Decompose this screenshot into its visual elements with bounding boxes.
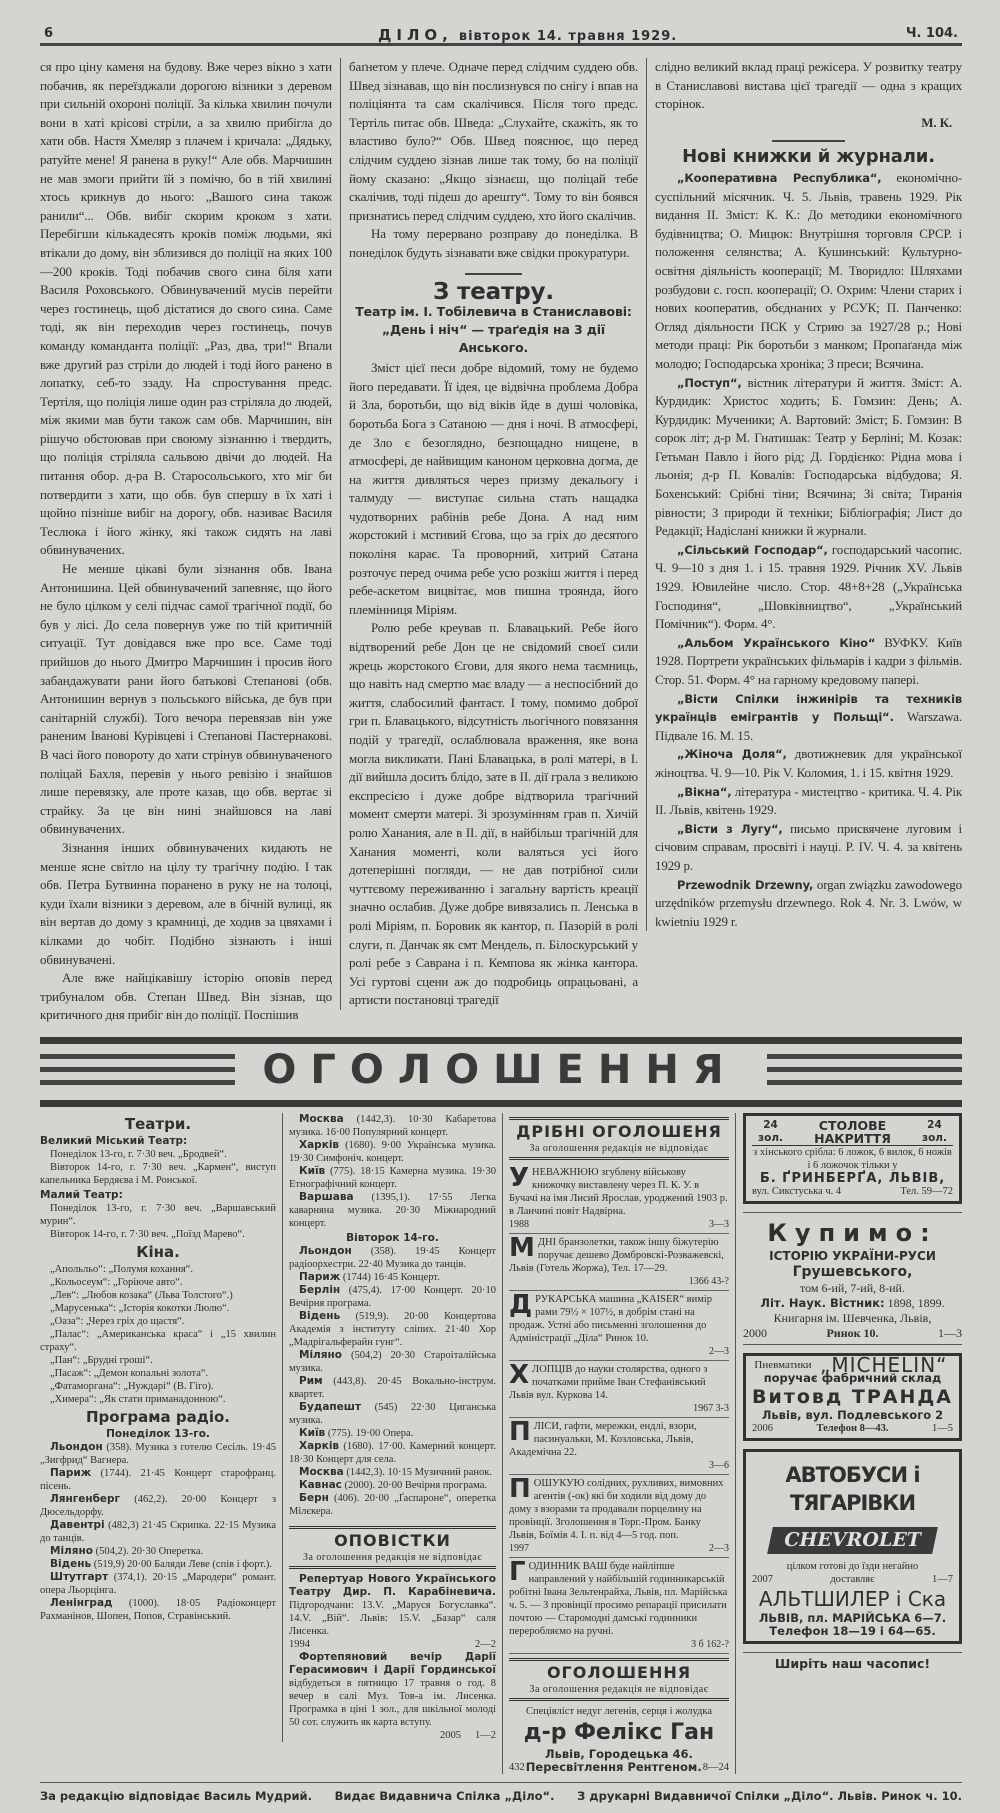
books-list	[655, 169, 962, 931]
radio-station: Відень	[50, 1557, 92, 1570]
classified-count: 1967 3-3	[693, 1402, 729, 1414]
theatres-list	[40, 1135, 276, 1241]
book-description: господарський часопис. Ч. 9—10 з дня 1. і 15. травня 1929. Річник XV. Львів 1929. Ювилейне число. Стор. 48+8+28 („Українська Господиня“, „Шовківництво“, „Український Помічник“). Форм. 4°.	[655, 541, 962, 632]
radio-program: (519,9). 20·00 Концертова Академія з інституту сліпих. 21·40 Хор „Мадрігальферайн гунг“.	[289, 1310, 496, 1348]
radio-list	[289, 1245, 496, 1518]
radio-program: (1442,3). 10·15 Музичний ранок.	[343, 1466, 492, 1478]
books-buy-ad: Купимо: ІСТОРІЮ УКРАЇНИ-РУСИ Грушевського, том 6-ий, 7-ий, 8-ий. Літ. Наук. Вістник: 1898, 1899. Книгарня ім. Шевченка, Львів, 2000 Ринок 10. 1—3	[743, 1212, 962, 1345]
issue-date: вівторок 14. травня 1929.	[458, 29, 678, 44]
announce-header	[509, 1658, 729, 1701]
radio-list	[289, 1113, 496, 1230]
footer-publisher: Видає Видавнича Спілка „Діло“.	[334, 1788, 555, 1803]
listings-column-1	[40, 1113, 282, 1623]
radio-station: Будапешт	[299, 1400, 362, 1413]
book-title: „Сільський Господар“,	[677, 542, 828, 557]
radio-listing	[40, 1558, 276, 1571]
theatre-name: Малий Театр:	[40, 1188, 123, 1201]
notices-disclaimer: За оголошення редакція не відповідає	[302, 1551, 483, 1563]
cinema-listing: „Лев“: „Любов козака“ (Льва Толстого“.)	[50, 1289, 233, 1301]
article-paragraph: На тому перервано розправу до понеділка. В понеділок будуть зізнавати вже свідки прокуратури.	[349, 226, 638, 260]
ads-section	[40, 1113, 962, 1774]
radio-program: (775). 18·15 Камерна музика. 19·30 Етнографічний концерт.	[289, 1165, 496, 1190]
radio-station: Міляно	[50, 1544, 93, 1557]
book-entry	[655, 745, 962, 782]
radio-station: Варшава	[299, 1190, 354, 1203]
book-title: „Вісти Спілки інжинірів та техників українців емігрантів у Польщі“.	[655, 691, 962, 725]
radio-listing	[40, 1441, 276, 1467]
classifieds-column	[502, 1113, 736, 1774]
book-description: ВУФКУ. Київ 1928. Портрети українських фільмарів і кадри з фільмів. Стор. 51. Форм. 4° на гарному кредовому папері.	[655, 634, 963, 687]
classified-initial: М	[509, 1233, 535, 1263]
newspaper-title: ДІЛО,	[378, 26, 453, 44]
radio-station: Ленінград	[50, 1596, 113, 1609]
classified-initial: Г	[509, 1557, 526, 1587]
cinemas-heading: Кіна.	[136, 1242, 180, 1261]
radio-station: Київ	[299, 1426, 326, 1439]
book-entry	[655, 541, 962, 634]
small-ads-list	[509, 1164, 729, 1654]
radio-program: (504,2). 20·30 Оперетка.	[92, 1545, 204, 1557]
classified-initial: Д	[509, 1290, 533, 1320]
radio-program: (443,8). 20·45 Вокально-інструм. квартет.	[289, 1375, 496, 1400]
classified-text: ЛОПЦІВ до науки столярства, одного з початками прийме Іван Стефанівський Львів вул. Куркова 14.	[509, 1363, 708, 1401]
notice-item: Репертуар Нового Українського Театру Дир. П. Карабіневича. Підгородчани: 13.V. „Маруся Богуславка“. 14.V. „Вій“. Львів: 15.V. „Базар“ саля Лисенка.	[289, 1572, 496, 1637]
doctor-address: Львів, Городецька 46.	[545, 1746, 693, 1761]
issue-number: Ч. 104.	[905, 26, 958, 41]
classified-code	[509, 1542, 729, 1555]
book-title: „Вісти з Лугу“,	[677, 821, 783, 836]
chevrolet-logo: CHEVROLET	[767, 1527, 937, 1554]
classified-initial: П	[509, 1417, 531, 1447]
classified-text: ОШУКУЮ солідних, рухливих, вимовних агентів (-ок) які би ходили від дому до дому з взорами та продавали порцелину на провінції. Зголошення в Торг.-Пром. Банку Львів, Боїмів 4. I. п. від 4—5 год. поп.	[509, 1477, 724, 1541]
radio-station: Харків	[299, 1138, 340, 1151]
classified-initial: Х	[509, 1360, 530, 1390]
theatre-performance: Понеділок 13-го, г. 7·30 веч. „Варшавський мурин“.	[40, 1202, 276, 1227]
radio-station: Давентрі	[50, 1518, 105, 1531]
book-title: „Кооперативна Республика“,	[677, 170, 882, 185]
classified-text: ОДИННИК ВАШ буде найліпше направлений у найбільшій годинникарській робітні Івана Зельтенрайха, Львів, пл. Марійська ч. 5. — З провінції просимо репарації присилати почтою — Старомодні дамські годинники переробляємо на ручні.	[509, 1560, 728, 1637]
radio-program: (2000). 20·00 Вечірня програма.	[341, 1479, 487, 1491]
review-ending: слідно великий вклад праці режісера. У розвитку театру в Станиславові вистава цієї трагедії — одна з кращих сторінок.	[655, 59, 962, 112]
ads-banner	[40, 1037, 962, 1107]
radio-program: (519,9) 20·00 Баляди Леве (спів і форт.).	[91, 1558, 272, 1570]
radio-day: Вівторок 14-го.	[346, 1231, 439, 1244]
classified-ad	[509, 1558, 729, 1654]
article-paragraph: Але вже найцікавішу історію оповів перед трибуналом обв. Степан Швед. Він зізнав, що критичного дня прибіг він до поліції. Поспішив	[40, 970, 332, 1023]
classified-count: 2—3	[709, 1345, 729, 1357]
cinema-listing: „Химера“: „Як стати приманадонною“.	[50, 1393, 226, 1405]
doctor-specialty: Спеціяліст недуг легенів, серця і жолудка	[525, 1705, 712, 1717]
footer-printer: З друкарні Видавничої Спілки „Діло“. Львів. Ринок ч. 10.	[577, 1788, 962, 1803]
classified-ad	[509, 1361, 729, 1418]
book-description: письмо присвячене луговим і січовим справам, просвіті і науці. Р. IV. Ч. 4. за квітень 1929 р.	[655, 820, 962, 873]
radio-station: Штутгарт	[50, 1570, 109, 1583]
masthead	[378, 26, 677, 44]
classified-ad	[509, 1475, 729, 1558]
radio-station: Льондон	[299, 1244, 352, 1257]
radio-heading: Програма радіо.	[85, 1407, 231, 1426]
article-paragraph: Зізнання інших обвинувачених кидають не менше ясне світло на цілу ту трагічну подію. І так обв. Петра Бутвинна поранено в руку не на толоці, куди їхали візники з деревом, але в бічній вулиці, як він вертав до дому з крамниці, де ходив за цвяхами і кілками до чобіт. Подібно зізнають і інші обвинувачені.	[40, 839, 332, 967]
book-entry	[655, 876, 962, 932]
classified-number: 1988	[509, 1218, 529, 1230]
radio-program: (374,1). 20·15 „Мародери“ романт. опера Льорцінга.	[40, 1571, 276, 1596]
cutlery-ad: 24 зол. СТОЛОВЕ НАКРИТТЯ 24 зол. з хінського срібла: 6 ложок, 6 вилок, 6 ножів і 6 ложочок тільки у Б. ҐРИНБЕРҐА, ЛЬВІВ, вул. Сикстуська ч. 4 Тел. 59—72	[743, 1113, 962, 1204]
radio-station: Харків	[299, 1439, 340, 1452]
radio-listing	[40, 1597, 276, 1623]
book-title: Przewodnik Drzewny,	[677, 877, 814, 892]
notice-code: 1994 2—2	[289, 1638, 496, 1650]
radio-station: Берлін	[299, 1283, 341, 1296]
radio-program: (1680). 17·00. Камерний концерт. 18·30 Концерт для села.	[289, 1440, 496, 1465]
cinema-listing: „Апольльо“: „Полумя кохання“.	[50, 1263, 193, 1275]
radio-program: (1744) 16·45 Концерт.	[340, 1271, 440, 1283]
radio-listing	[289, 1401, 496, 1427]
review-signature: М. К.	[921, 114, 952, 130]
radio-listing	[289, 1440, 496, 1466]
book-description: двотижневик для української жіноцтва. Ч. 9—10. Рік V. Коломия, 1. і 15. квітня 1929.	[655, 746, 962, 780]
theatre-name: Великий Міський Театр:	[40, 1134, 188, 1147]
article-paragraph: ся про ціну каменя на будову. Вже через вікно з хати побачив, як переїзджали дорогою візники з деревом при сильній охороні поліції. За кілька хвилин почули вони в хаті крісові стріли, а за хвилю прибігла до хати обв. Настя Хмеляр з плачем і кричала: „Дядьку, ратуйте мене! Я ранена в руку!“ Але обв. Марчишин не мав змоги прийти їй з помічю, бо в тій хвилині хтось крикнув до нього: „Вашого сина також ранили“... Обв. вибіг скорим кроком з хати. Перебігши кількадесять кроків поміж людьми, які втікали до дому, він зблизився до поліції на яких 100—200 кроків. Тоді побачив свого сина біля хати Василя Роховського. Обвинувачений мусів перейти через гостинець, щоб дістатися до свого сина. Саме тоді, як він переходив через гостинець, почув команду команданта поліції: „Раз, два, три!“ Впали вже другий раз стріли до людей і тоді його ранено в лопатку, себ-то ззаду. На спростування предс. Тертіля, що поліція лише один раз стріляла до людей, між якими мав бути також сам обв. Марчишин, він рішучо обстоював при своюму зізнанню і твердить, що поліція стріляла сальвою двічи до людей. На питання обор. д-ра В. Старосольського, хто міг би потвердити з хати, що обв. був спершу в їх хаті і щойно пізніше вибіг на дорогу, обв. називає Василя Теслюка і його жінку, які також сидять на лаві обвинувачених.	[40, 59, 332, 558]
radio-program: (1680). 9·00 Українська музика. 19·30 Симфоніч. концерт.	[289, 1139, 496, 1164]
classified-count: 2—3	[709, 1542, 729, 1554]
radio-listing	[289, 1284, 496, 1310]
radio-listing	[40, 1571, 276, 1597]
classified-code	[509, 1345, 729, 1358]
radio-station: Париж	[299, 1270, 341, 1283]
radio-listing	[289, 1191, 496, 1230]
announce-disclaimer: За оголошення редакція не відповідає	[529, 1683, 709, 1695]
radio-listing	[289, 1479, 496, 1492]
notices-header	[289, 1526, 496, 1569]
page-footer	[40, 1782, 962, 1803]
radio-day: Понеділок 13-го.	[106, 1427, 210, 1440]
michelin-ad: Пневматики „MICHELIN“ поручає фабричний склад Витовд ТРАНДА Львів, вул. Подлевського 2 2006 Телефон 8—43. 1—5	[743, 1353, 962, 1441]
classified-text: ЛІСИ, гафти, мережки, ендлі, взори, пасинуальки, М. Козловська, Львів, Академічна 22.	[509, 1420, 697, 1458]
book-entry	[655, 169, 962, 374]
cinema-listing: „Оаза“: „Через гріх до щастя“.	[50, 1315, 185, 1327]
classified-code	[509, 1275, 729, 1288]
cinema-listing: „Марусенька“: „Історія кокотки Люлю“.	[50, 1302, 230, 1314]
classified-initial: У	[509, 1163, 530, 1193]
cinema-listing: „Фатаморгана“: „Нуждарі“ (В. Гіго).	[50, 1380, 214, 1392]
classified-code	[509, 1402, 729, 1415]
radio-listing	[40, 1493, 276, 1519]
radio-program: (504,2) 20·30 Староіталійська музика.	[289, 1349, 496, 1374]
radio-station: Париж	[50, 1466, 92, 1479]
radio-listing	[289, 1165, 496, 1191]
radio-program: (358). Музика з готелю Сесіль. 19·45 „Зигфрид“ Вагнера.	[40, 1441, 276, 1466]
article-column-1	[40, 58, 340, 1025]
radio-station: Кавнас	[299, 1478, 342, 1491]
banner-lines	[40, 1054, 235, 1093]
article-paragraph: Не менше цікаві були зізнання обв. Івана Антонишина. Цей обвинувачений запевняє, що його не було цілком у селі підчас самої трагічної події, бо був у лісі. До села повернув уже по тій критичній ситуації. Тут довідався вже про все. Саме тоді прийшов до нього Дмитро Марчишин і просив його забандажувати рани його батькові Степанові (обв. Антонишин вернув з польського війська, де був при санітарній службі). Того вечора перевязав він уже раненим Іванові Курівцеві і Степанові Пастернакові. В часі його повороту до хати стрінув обвинуваченого поліцай Бахля, перевів у нього ревізію і знайшов лише перевязку, але проте казав, що обв. вертає зі страйку. За це він нині знайшовся на лаві обвинувачених.	[40, 561, 332, 837]
classified-initial: П	[509, 1474, 531, 1504]
article-column-2	[340, 58, 646, 1010]
theatre-performance: Понеділок 13-го, г. 7·30 веч. „Бродвей“.	[50, 1148, 227, 1160]
radio-listing	[289, 1139, 496, 1165]
book-description: Warszawa. Підвале 16. М. 15.	[655, 709, 962, 743]
radio-program: (462,2). 20·00 Концерт з Дюсельдорфу.	[40, 1493, 276, 1518]
radio-station: Москва	[299, 1112, 344, 1125]
radio-program: (406). 20·00 „Ґаспароне“, оперетка Мілєкера.	[289, 1492, 496, 1517]
radio-station: Лянгенберг	[50, 1492, 121, 1505]
classified-code	[509, 1218, 729, 1231]
radio-listing	[289, 1492, 496, 1518]
radio-program: (545) 22·30 Циганська музика.	[289, 1401, 496, 1426]
cinema-listing: „Кольосеум“: „Горіюче авто“.	[50, 1276, 183, 1288]
radio-station: Льондон	[50, 1440, 103, 1453]
banner-lines	[767, 1054, 962, 1093]
classified-count: 3—3	[709, 1218, 729, 1230]
book-entry	[655, 374, 962, 541]
doctor-name: д-р Фелікс Ган	[523, 1719, 715, 1745]
doctor-footer: 432 Пересвітлення Рентгеном. 8—24	[509, 1759, 729, 1774]
radio-program: (482,3) 21·45 Скрипка. 22·15 Музика до танців.	[40, 1519, 276, 1544]
footer-editor: За редакцію відповідає Василь Мудрий.	[40, 1788, 312, 1803]
books-heading: Нові книжки й журнали.	[655, 148, 962, 167]
display-ads-column	[736, 1113, 962, 1670]
classified-count: 3 б 162-?	[691, 1638, 729, 1650]
radio-list	[40, 1441, 276, 1623]
book-description: вістник літератури й життя. Зміст: А. Курдидик: Христос ходить; Б. Гомзин: День; А. Курдидик: Мученики; А. Вартовий: Зміст; Б. Гомзин: В сорок літ; д-р М. Гнатишак: Театр у Берліні; М. Козак: Гетьман Павло і його рід; Д. Гордієнко: Рідна мова і льонія; д-р П. Ковалів: Господарська відбудова; Я. Бохенський: Срібні тіни; Всячина; Зі світа; Тиранія рівности; З природи й техніки; Бібліографія; Лист до Редакції; Надіслані книжки й журнали.	[655, 374, 962, 539]
radio-program: (475,4). 17·00 Концерт. 20·10 Вечірня програма.	[289, 1284, 496, 1309]
page-header	[40, 26, 962, 46]
radio-listing	[289, 1271, 496, 1284]
book-entry	[655, 820, 962, 876]
classified-text: РУКАРСЬКА машина „KAISER“ вимір рами 79½ × 107½, в добрім стані на продаж. Устні або письменні зголошення до Адміністрації „Діла“ Ринок 10.	[509, 1293, 713, 1344]
notice-code: 2005 1—2	[440, 1729, 496, 1741]
cinema-listing: „Пасаж“: „Демон копальні золота“.	[50, 1367, 209, 1379]
radio-station: Міляно	[299, 1348, 342, 1361]
classified-ad	[509, 1291, 729, 1361]
radio-listing	[40, 1545, 276, 1558]
notices-heading: ОПОВІСТКИ	[334, 1530, 451, 1550]
book-title: „Поступ“,	[677, 375, 742, 390]
book-description: література - мистецтво - критика. Ч. 4. Рік II. Львів, квітень 1929.	[655, 783, 962, 818]
radio-station: Відень	[299, 1309, 341, 1322]
radio-program: (358). 19·45 Концерт радіоорхестри. 22·40 Музика до танців.	[289, 1245, 496, 1270]
listings-column-2	[282, 1113, 502, 1742]
classified-text: НЕВАЖНЮЮ згублену військову книжочку виставлену через П. К. У. в Бучачі на імя Лисий Ярослав, уроджений 1903 р. в Ланчині повіт Надвірна.	[509, 1166, 728, 1217]
book-title: „Вікна“,	[677, 784, 732, 799]
banner-stripe	[40, 1100, 962, 1107]
classified-count: 1366 43-?	[688, 1275, 729, 1287]
radio-program: (1000). 18·05 Радіоконцерт Рахманінов, Шопен, Попов, Стравінський.	[40, 1597, 276, 1622]
radio-listing	[289, 1310, 496, 1349]
radio-station: Берн	[299, 1491, 329, 1504]
radio-program: (1395,1). 17·55 Легка каварняна музика. 20·30 Міжнародний концерт.	[289, 1191, 496, 1229]
doctor-ad	[509, 1705, 729, 1774]
book-title: „Альбом Українського Кіно“	[677, 635, 876, 650]
cinemas-list	[40, 1263, 276, 1406]
small-ads-header	[509, 1117, 729, 1160]
radio-listing	[289, 1427, 496, 1440]
book-entry	[655, 783, 962, 820]
radio-listing	[289, 1375, 496, 1401]
theatre-performance: Вівторок 14-го, г. 7·30 веч. „Кармен“, виступ капельника Бердяєва і М. Ронської.	[40, 1161, 276, 1186]
classified-code	[509, 1638, 729, 1651]
book-description: organ związku zawodowego urzędników przemysłu drzewnego. Rok 4. Nr. 3. Lwów, w kwietniu 1929 r.	[655, 876, 962, 929]
article-paragraph: баґнетом у плече. Одначе перед слідчим суддею обв. Швед зізнавав, що він послизнувся по снігу і впав на поліціянта та сам скалічився. Після того предс. Тертіль питає обв. Шведа: „Слухайте, скажіть, як то властиво було?“ Обв. Швед пояснює, що перед слідчим суддею зізнав лише так тому, бо на поліції йому сказано: „Якщо зізнаєш, що поліцай тебе скалічив, тоді підеш до арешту“. Тому то він боявся признатись перед слідчим суддею, хто його скалічив.	[349, 59, 638, 223]
radio-listing	[289, 1113, 496, 1139]
classified-number: 1997	[509, 1542, 529, 1554]
radio-program: (775). 19·00 Опера.	[325, 1427, 414, 1439]
article-column-3	[646, 58, 962, 931]
notice-item: Фортепяновий вечір Дарії Герасимович і Дарії Гординської відбудеться в пятницю 17 травня о год. 8 вечер в салі Муз. Тов-а ім. Лисенка. Програмка в ціні 1 зол., для шкільної молоді 50 сот. служить як карта вступу.	[289, 1650, 496, 1728]
radio-listing	[289, 1245, 496, 1271]
articles-section	[40, 58, 962, 1025]
review-paragraph: Зміст цієї песи добре відомий, тому не будемо його передавати. Її ідея, це відвічна проблема Добра й Зла, боротьби, що від віків йде в душі чоловіка, боротьба Бога з Сатаною — дня і ночі. В атмосфері, де Зло є безоглядно, безпощадно нищене, в атмосфері, де найвищим каноном церковна догма, де на життя дивляться через призму декальогу і талмуду — виступає сильна стать нащадка чудотворних рабінів ребе Дона. А над ним жорстокий і мстивий Єгова, що за гріх до десятого поколіня карає. Та проворний, хитрий Сатана розточує перед очима ребе усю розкіш життя і перед ребе-аскетом вицвітає, мов пишна троянда, його племінниця Міріям.	[349, 360, 638, 617]
banner-stripe	[40, 1037, 962, 1044]
radio-station: Рим	[299, 1374, 323, 1387]
radio-station: Москва	[299, 1465, 344, 1478]
page-number: 6	[44, 26, 54, 41]
theatre-subheading: Театр ім. І. Тобілевича в Станиславові: „День і ніч“ — траґедія на 3 дії Анського.	[355, 304, 632, 356]
book-entry	[655, 634, 962, 690]
classified-count: 3—6	[709, 1459, 729, 1471]
ads-banner-title: ОГОЛОШЕННЯ	[262, 1046, 738, 1093]
spread-slogan: Ширіть наш часопис!	[743, 1652, 962, 1670]
radio-listing	[40, 1467, 276, 1493]
book-entry	[655, 690, 962, 746]
cinema-listing: „Палас“: „Американська краса“ і „15 хвилин страху“.	[40, 1328, 276, 1353]
classified-ad	[509, 1164, 729, 1234]
theatre-heading: З театру.	[349, 283, 638, 302]
radio-station: Київ	[299, 1164, 326, 1177]
classified-ad	[509, 1418, 729, 1475]
radio-listing	[289, 1349, 496, 1375]
classified-code	[509, 1459, 729, 1472]
theatres-heading: Театри.	[124, 1114, 192, 1133]
review-paragraph: Ролю ребе креував п. Блавацький. Ребе його відтворений ребе Дон це не свідомий своєї сили жрець жорстокого Єгови, для якого нема таємниць, що навіть над смертю має владу — а неспосібний до життя, слабосилий фантаст. І тому, помимо доброї гри п. Блавацького, відсутність льогічного повязання подій у трагедії, ослаблювала враження, яке вона могла викликати. Пані Блавацька, в ролі матері, в I. дії вийшла досить блідо, зате в II. дії грала з великою експресією і дуже добре відтворила трагічний момент смерти матері. Зі зрозумінням грав п. Хичій ролю Ханания, але в II. дії, в найбільш трагічній для Ханания моменті, коли валяться усі його дотеперішні погляди, — не дав потрібної сили чуттєвому переживанню і загальну вартість креації значно ослабив. Дуже добре вивязались п. Ленська в ролі Міріям, п. Боровик як кантор, п. Пазорій в ролі слуги, п. Данчак як смт Мендель, п. Білоскурський у ролі ребе з Саврана і п. Кемпова як жінка кантора. Усі гуртові сцени аж до подробиць опрацьовані, а артисти постановці трагедії	[349, 620, 638, 1008]
radio-program: (1744). 21·45 Концерт старофранц. пісень.	[40, 1467, 276, 1492]
classified-text: ДНІ бранзолетки, також іншу біжутерію поручає дешево Домбровскі-Розважевскі, Львів (Готель Жоржа), Тел. 17—29.	[509, 1236, 724, 1274]
small-ads-heading: ДРІБНІ ОГОЛОШЕНЯ	[516, 1121, 722, 1141]
classified-ad	[509, 1234, 729, 1291]
cinema-listing: „Пан“: „Брудні гроші“.	[50, 1354, 153, 1366]
small-ads-disclaimer: За оголошення редакція не відповідає	[529, 1142, 709, 1154]
announce-heading: ОГОЛОШЕННЯ	[546, 1662, 692, 1682]
radio-program: (1442,3). 10·30 Кабаретова музика. 16·00 Популярний концерт.	[289, 1113, 496, 1138]
chevrolet-ad: АВТОБУСИ і ТЯГАРІВКИ CHEVROLET цілком готові до їзди негайно 2007 доставляє 1—7 АЛЬТШИЛЕР і Ска ЛЬВІВ, пл. МАРІЙСЬКА 6—7. Телефон 18—19 і 64—65.	[743, 1449, 962, 1644]
radio-listing	[289, 1466, 496, 1479]
book-description: економічно-суспільний місячник. Ч. 5. Львів, травень 1929. Рік видання II. Зміст: К. К.: До методики економічного будівництва; О. Мицюк: Внутрішня торговля СРСР. і положення селянства; А. Кушинський: Культурно-освітня діяльність кооперації; М. Творидло: Шляхами розбудови с. госп. кооперації; О. Охрим: Члени старих і нових кооператив, обєднаних у РСУК; П. Панченко: Огляд діяльности ПСК у Стрию за 1927/28 р.; Нові методи праці: Рік боротьби з манком; Пропаґанда між молодю; Господарська хроніка; З преси; Всячина.	[655, 169, 963, 371]
theatre-performance: Вівторок 14-го, г. 7·30 веч. „Поїзд Марево“.	[50, 1228, 245, 1240]
book-title: „Жіноча Доля“,	[677, 747, 787, 762]
